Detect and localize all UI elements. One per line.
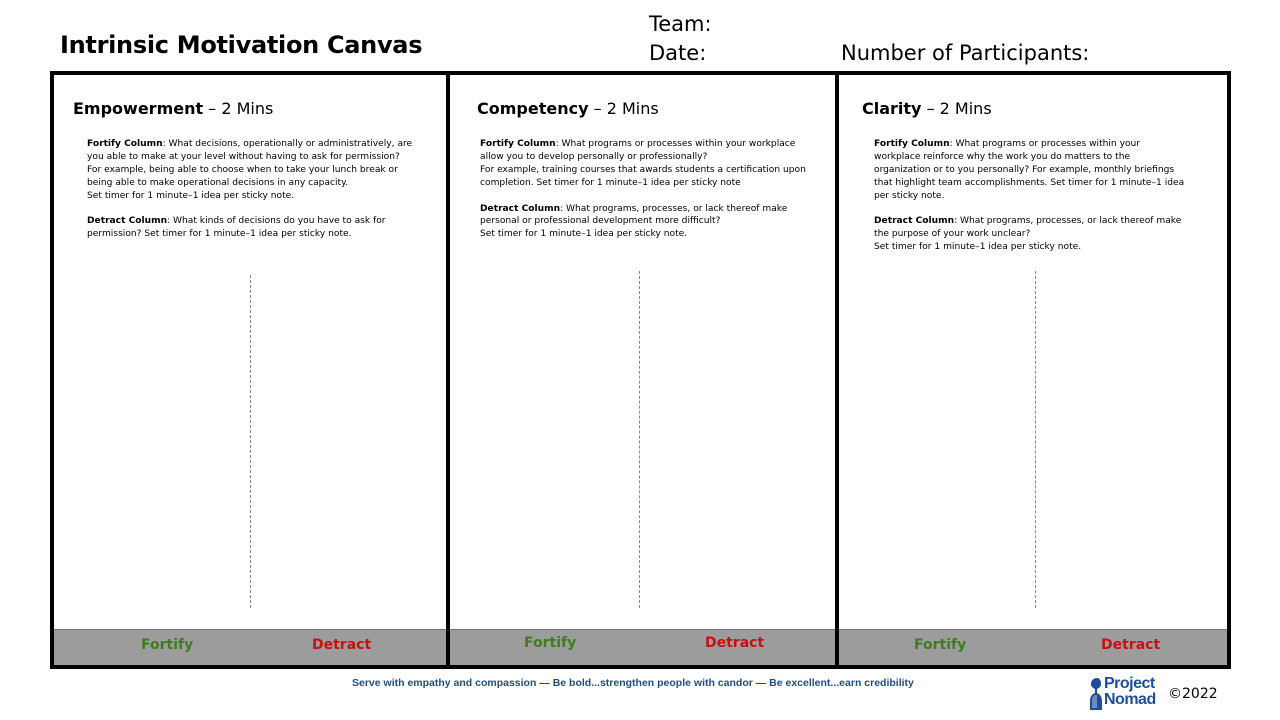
column-divider [1035, 271, 1036, 608]
empowerment-panel [54, 75, 446, 665]
fortify-example: For example, training courses that awards students a certification upon completion. Set timer for 1 minute–1 idea per sticky note [480, 164, 806, 188]
motivation-canvas [50, 71, 1231, 669]
competency-panel [450, 75, 835, 665]
fortify-heading: Fortify Column [480, 139, 556, 149]
detract-heading: Detract Column [87, 216, 168, 227]
column-labels-bar [54, 629, 446, 665]
team-label: Team: [649, 12, 712, 36]
logo-text [1104, 676, 1156, 708]
panel-duration: – 2 Mins [588, 99, 659, 118]
panel-title-name: Empowerment [73, 99, 204, 118]
panel-title [862, 99, 992, 118]
fortify-label: Fortify [141, 637, 194, 653]
fortify-heading: Fortify Column [87, 139, 163, 149]
detract-text: : What kinds of decisions do you have to ask for permission? Set timer for 1 minute–1 idea per sticky note. [87, 216, 386, 240]
detract-heading: Detract Column [874, 216, 955, 227]
canvas-title: Intrinsic Motivation Canvas [60, 31, 423, 59]
column-divider [639, 271, 640, 608]
column-labels-bar [839, 629, 1227, 665]
panel-title [73, 99, 273, 118]
column-divider [250, 275, 251, 608]
fortify-label: Fortify [524, 635, 577, 651]
panel-instructions [87, 138, 417, 254]
detract-timer: Set timer for 1 minute–1 idea per sticky note. [480, 229, 688, 240]
fortify-text: : What decisions, operationally or administratively, are you able to make at your level without having to ask for permission? [87, 139, 413, 162]
fortify-label: Fortify [914, 637, 967, 653]
panel-duration: – 2 Mins [203, 99, 274, 118]
project-nomad-logo [1088, 677, 1168, 711]
detract-heading: Detract Column [480, 203, 561, 214]
fortify-text: : What programs or processes within your workplace reinforce why the work you do matters to the organization or to you personally? For example, monthly briefings that highlight team accomplishments. Set timer for 1 minute–1 idea per sticky note. [874, 139, 1185, 201]
fortify-heading: Fortify Column [874, 139, 950, 149]
detract-label: Detract [312, 637, 372, 653]
detract-text: : What programs, processes, or lack thereof make personal or professional development more difficult? [480, 203, 788, 227]
panel-duration: – 2 Mins [921, 99, 992, 118]
panel-instructions [874, 138, 1189, 267]
clarity-panel [839, 75, 1227, 665]
panel-title [477, 99, 659, 118]
motto-text: Serve with empathy and compassion — Be bold...strengthen people with candor — Be excellent...earn credibility [352, 677, 914, 689]
detract-label: Detract [1101, 637, 1161, 653]
logo-line-project: Project [1104, 675, 1155, 692]
fortify-example: For example, being able to choose when to take your lunch break or being able to make operational decisions in any capacity. [87, 164, 398, 188]
detract-label: Detract [705, 635, 765, 651]
panel-instructions [480, 138, 810, 254]
panel-title-name: Competency [477, 99, 589, 118]
detract-timer: Set timer for 1 minute–1 idea per sticky note. [874, 242, 1082, 253]
fortify-text: : What programs or processes within your workplace allow you to develop personally or professionally? [480, 139, 796, 162]
copyright-text: ©2022 [1168, 686, 1218, 702]
participants-label: Number of Participants: [841, 41, 1090, 65]
detract-text: : What programs, processes, or lack thereof make the purpose of your work unclear? [874, 216, 1182, 240]
panel-title-name: Clarity [862, 99, 922, 118]
fortify-timer: Set timer for 1 minute–1 idea per sticky note. [87, 190, 295, 201]
date-label: Date: [649, 41, 707, 65]
logo-line-nomad: Nomad [1104, 691, 1156, 708]
column-labels-bar [450, 629, 835, 665]
